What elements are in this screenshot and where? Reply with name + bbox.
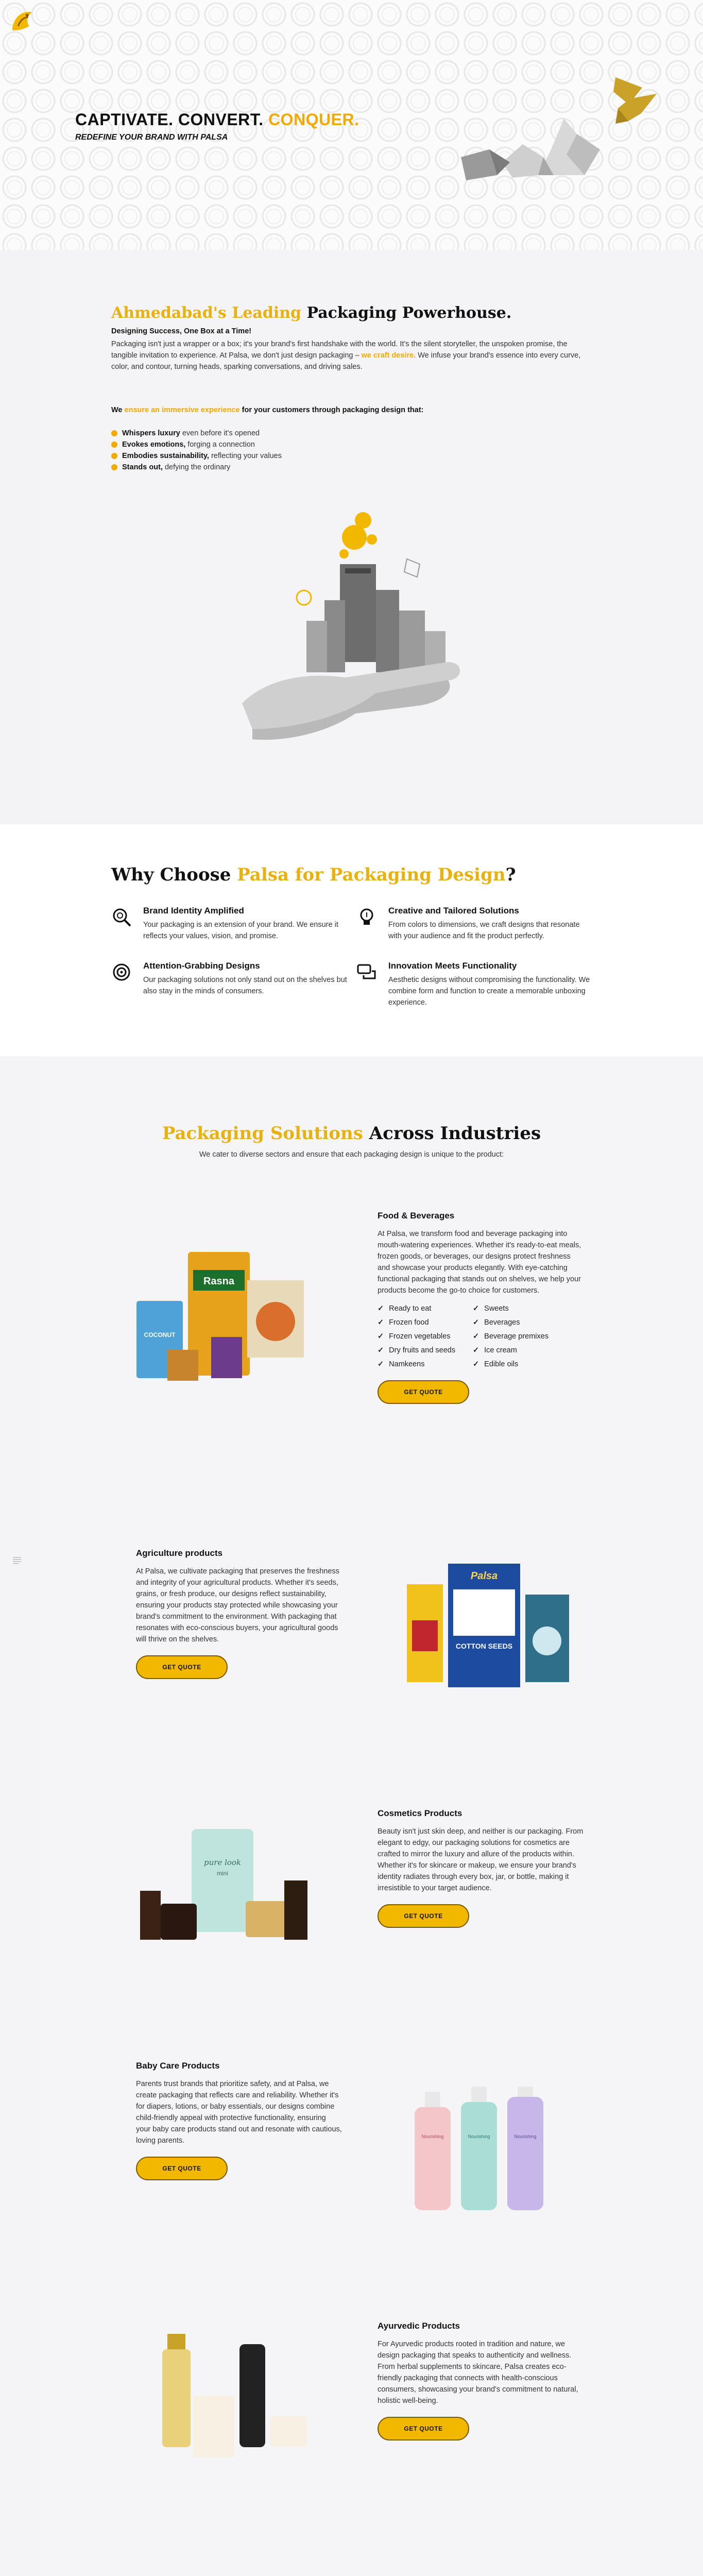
food-category-list	[378, 1303, 584, 1370]
cosmetics-packaging-image	[135, 1824, 325, 1947]
feature-title: Attention-Grabbing Designs	[143, 961, 260, 971]
product-text: At Palsa, we transform food and beverage packaging into mouth-watering experiences. Whether it's ready-to-eat meals, frozen goods, or beverages, our designs protect freshness and showcase your products elegantly. With eye-catching functional packaging that stands out on shelves, we help your products become the go-to choice for customers.	[378, 1230, 581, 1295]
cotton-brand-label: Palsa	[470, 1570, 498, 1582]
origami-birds-illustration	[461, 72, 664, 193]
check-icon: ✓	[473, 1346, 479, 1354]
check-icon: ✓	[473, 1332, 479, 1341]
cotton-seeds-label: COTTON SEEDS	[455, 1642, 513, 1650]
feature-text: Aesthetic designs without compromising the functionality. We combine form and function to create a memorable unboxing experience.	[388, 976, 590, 1007]
hero-banner	[0, 0, 703, 250]
get-quote-button[interactable]: GET QUOTE	[378, 1904, 469, 1928]
baby-care-packaging-image	[404, 2087, 554, 2215]
intro-paragraph-2: We ensure an immersive experience for your customers through packaging design that:	[111, 406, 424, 414]
coconut-label: COCONUT	[144, 1331, 176, 1338]
product-text: At Palsa, we cultivate packaging that preserves the freshness and integrity of your agricultural products. Whether it's seeds, grains, or fresh produce, our designs reflect sustainability, ensuring your products stay protected while showcasing your brand's commitment to the environment. With packaging that resonates with eco-conscious buyers, your agricultural goods will thrive on the shelves.	[136, 1567, 339, 1643]
product-text: Parents trust brands that prioritize safety, and at Palsa, we create packaging that reflects care and reliability. Whether it's for diapers, lotions, or baby essentials, our designs combine child-friendly appeal with protective functionality, ensuring your baby care products stand out and resonate with cautious, loving parents.	[136, 2080, 342, 2145]
product-title: Baby Care Products	[136, 2061, 220, 2071]
feature-text: Our packaging solutions not only stand out on the shelves but also stay in the minds of consumers.	[143, 976, 347, 995]
product-cosmetics	[378, 1808, 584, 1928]
list-item: ✓ Edible oils	[473, 1359, 568, 1370]
check-icon: ✓	[378, 1304, 384, 1313]
feature-brand-identity	[111, 906, 348, 942]
product-ayurvedic	[378, 2321, 584, 2441]
industries-heading: Packaging Solutions Across Industries	[162, 1123, 541, 1144]
feature-title: Innovation Meets Functionality	[388, 961, 517, 971]
serum-brand-label: pure look	[203, 1858, 242, 1867]
list-item: ✓ Frozen vegetables	[378, 1331, 473, 1342]
target-icon	[111, 962, 132, 982]
product-text: For Ayurvedic products rooted in tradition and nature, we design packaging that speaks to authenticity and wellness. From herbal supplements to skincare, Palsa creates eco-friendly packaging that connects with health-conscious consumers, showcasing your brand's commitment to natural, holistic well-being.	[378, 2340, 578, 2405]
ayurvedic-packaging-image	[157, 2334, 312, 2468]
feature-text: From colors to dimensions, we craft designs that resonate with your audience and fit the product perfectly.	[388, 921, 580, 940]
check-icon: ✓	[378, 1346, 384, 1354]
baby-label: Nourishing	[421, 2134, 444, 2139]
feature-creative-solutions	[356, 906, 593, 942]
check-icon: ✓	[378, 1360, 384, 1368]
bullet-dot-icon	[111, 442, 117, 448]
check-icon: ✓	[473, 1318, 479, 1327]
product-title: Agriculture products	[136, 1548, 223, 1558]
magnifier-target-icon	[111, 907, 132, 927]
check-icon: ✓	[378, 1332, 384, 1341]
list-item: ✓ Sweets	[473, 1303, 568, 1314]
product-title: Ayurvedic Products	[378, 2321, 460, 2331]
get-quote-button[interactable]: GET QUOTE	[378, 1380, 469, 1404]
palsa-logo[interactable]	[7, 6, 37, 36]
get-quote-button[interactable]: GET QUOTE	[378, 2417, 469, 2441]
baby-label: Nourishing	[468, 2134, 490, 2139]
lightbulb-icon	[356, 907, 377, 927]
hand-holding-city-illustration	[221, 507, 489, 750]
list-item: ✓ Beverage premixes	[473, 1331, 568, 1342]
get-quote-button[interactable]: GET QUOTE	[136, 2157, 228, 2180]
feature-title: Creative and Tailored Solutions	[388, 906, 519, 916]
check-icon: ✓	[473, 1304, 479, 1313]
hero-subtitle: REDEFINE YOUR BRAND WITH PALSA	[75, 133, 228, 142]
list-item: ✓ Ice cream	[473, 1345, 568, 1356]
industries-lead: We cater to diverse sectors and ensure that each packaging design is unique to the product:	[199, 1150, 504, 1159]
feature-title: Brand Identity Amplified	[143, 906, 244, 916]
check-icon: ✓	[378, 1318, 384, 1327]
list-item: ✓ Dry fruits and seeds	[378, 1345, 473, 1356]
check-icon: ✓	[473, 1360, 479, 1368]
product-agriculture	[136, 1548, 342, 1679]
feature-attention-grabbing	[111, 961, 348, 997]
list-item: ✓ Beverages	[473, 1317, 568, 1328]
bullet-dot-icon	[111, 453, 117, 459]
list-item: ✓ Frozen food	[378, 1317, 473, 1328]
industries-section	[0, 1056, 703, 2576]
list-item: Evokes emotions, forging a connection	[111, 439, 282, 450]
list-item: Whispers luxury even before it's opened	[111, 428, 282, 439]
list-item: Stands out, defying the ordinary	[111, 462, 282, 473]
why-choose-section	[0, 824, 703, 1056]
product-title: Cosmetics Products	[378, 1808, 462, 1818]
baby-label: Nourishing	[514, 2134, 537, 2139]
intro-section	[0, 250, 703, 824]
intro-paragraph: Packaging isn't just a wrapper or a box; it's your brand's first handshake with the world. It's the silent storyteller, the unspoken promise, the tangible invitation to experience. At Palsa, we don't just design packaging – we craft desire. We infuse your brand's essence into every curve, color, and contour, turning heads, sparking conversations, and driving sales.	[111, 340, 581, 371]
get-quote-button[interactable]: GET QUOTE	[136, 1655, 228, 1679]
list-item: ✓ Namkeens	[378, 1359, 473, 1370]
intro-bullet-list	[111, 428, 282, 473]
bullet-dot-icon	[111, 464, 117, 470]
side-menu-icon[interactable]	[11, 1555, 23, 1566]
list-item: Embodies sustainability, reflecting your values	[111, 450, 282, 462]
intro-tagline: Designing Success, One Box at a Time!	[111, 327, 252, 335]
feature-text: Your packaging is an extension of your brand. We ensure it reflects your values, vision, and promise.	[143, 921, 338, 940]
why-heading: Why Choose Palsa for Packaging Design?	[111, 865, 516, 885]
hero-title: CAPTIVATE. CONVERT. CONQUER.	[75, 110, 359, 129]
product-title: Food & Beverages	[378, 1211, 455, 1221]
chat-bubbles-icon	[356, 962, 377, 982]
serum-name-label: mini	[216, 1870, 229, 1877]
list-item: ✓ Ready to eat	[378, 1303, 473, 1314]
product-food-beverages	[378, 1211, 584, 1404]
feature-innovation	[356, 961, 593, 1008]
bullet-dot-icon	[111, 430, 117, 436]
rasna-label: Rasna	[203, 1276, 235, 1287]
product-baby-care	[136, 2061, 342, 2180]
intro-heading: Ahmedabad's Leading Packaging Powerhouse.	[111, 304, 512, 322]
food-packaging-image	[136, 1249, 317, 1388]
product-text: Beauty isn't just skin deep, and neither is our packaging. From elegant to edgy, our packaging solutions for cosmetics are crafted to mirror the luxury and allure of the products within. Whether it's for skincare or makeup, we ensure your brand's identity radiates through every box, jar, or bottle, making it irresistible to your target audience.	[378, 1827, 584, 1892]
agriculture-packaging-image	[391, 1558, 577, 1692]
